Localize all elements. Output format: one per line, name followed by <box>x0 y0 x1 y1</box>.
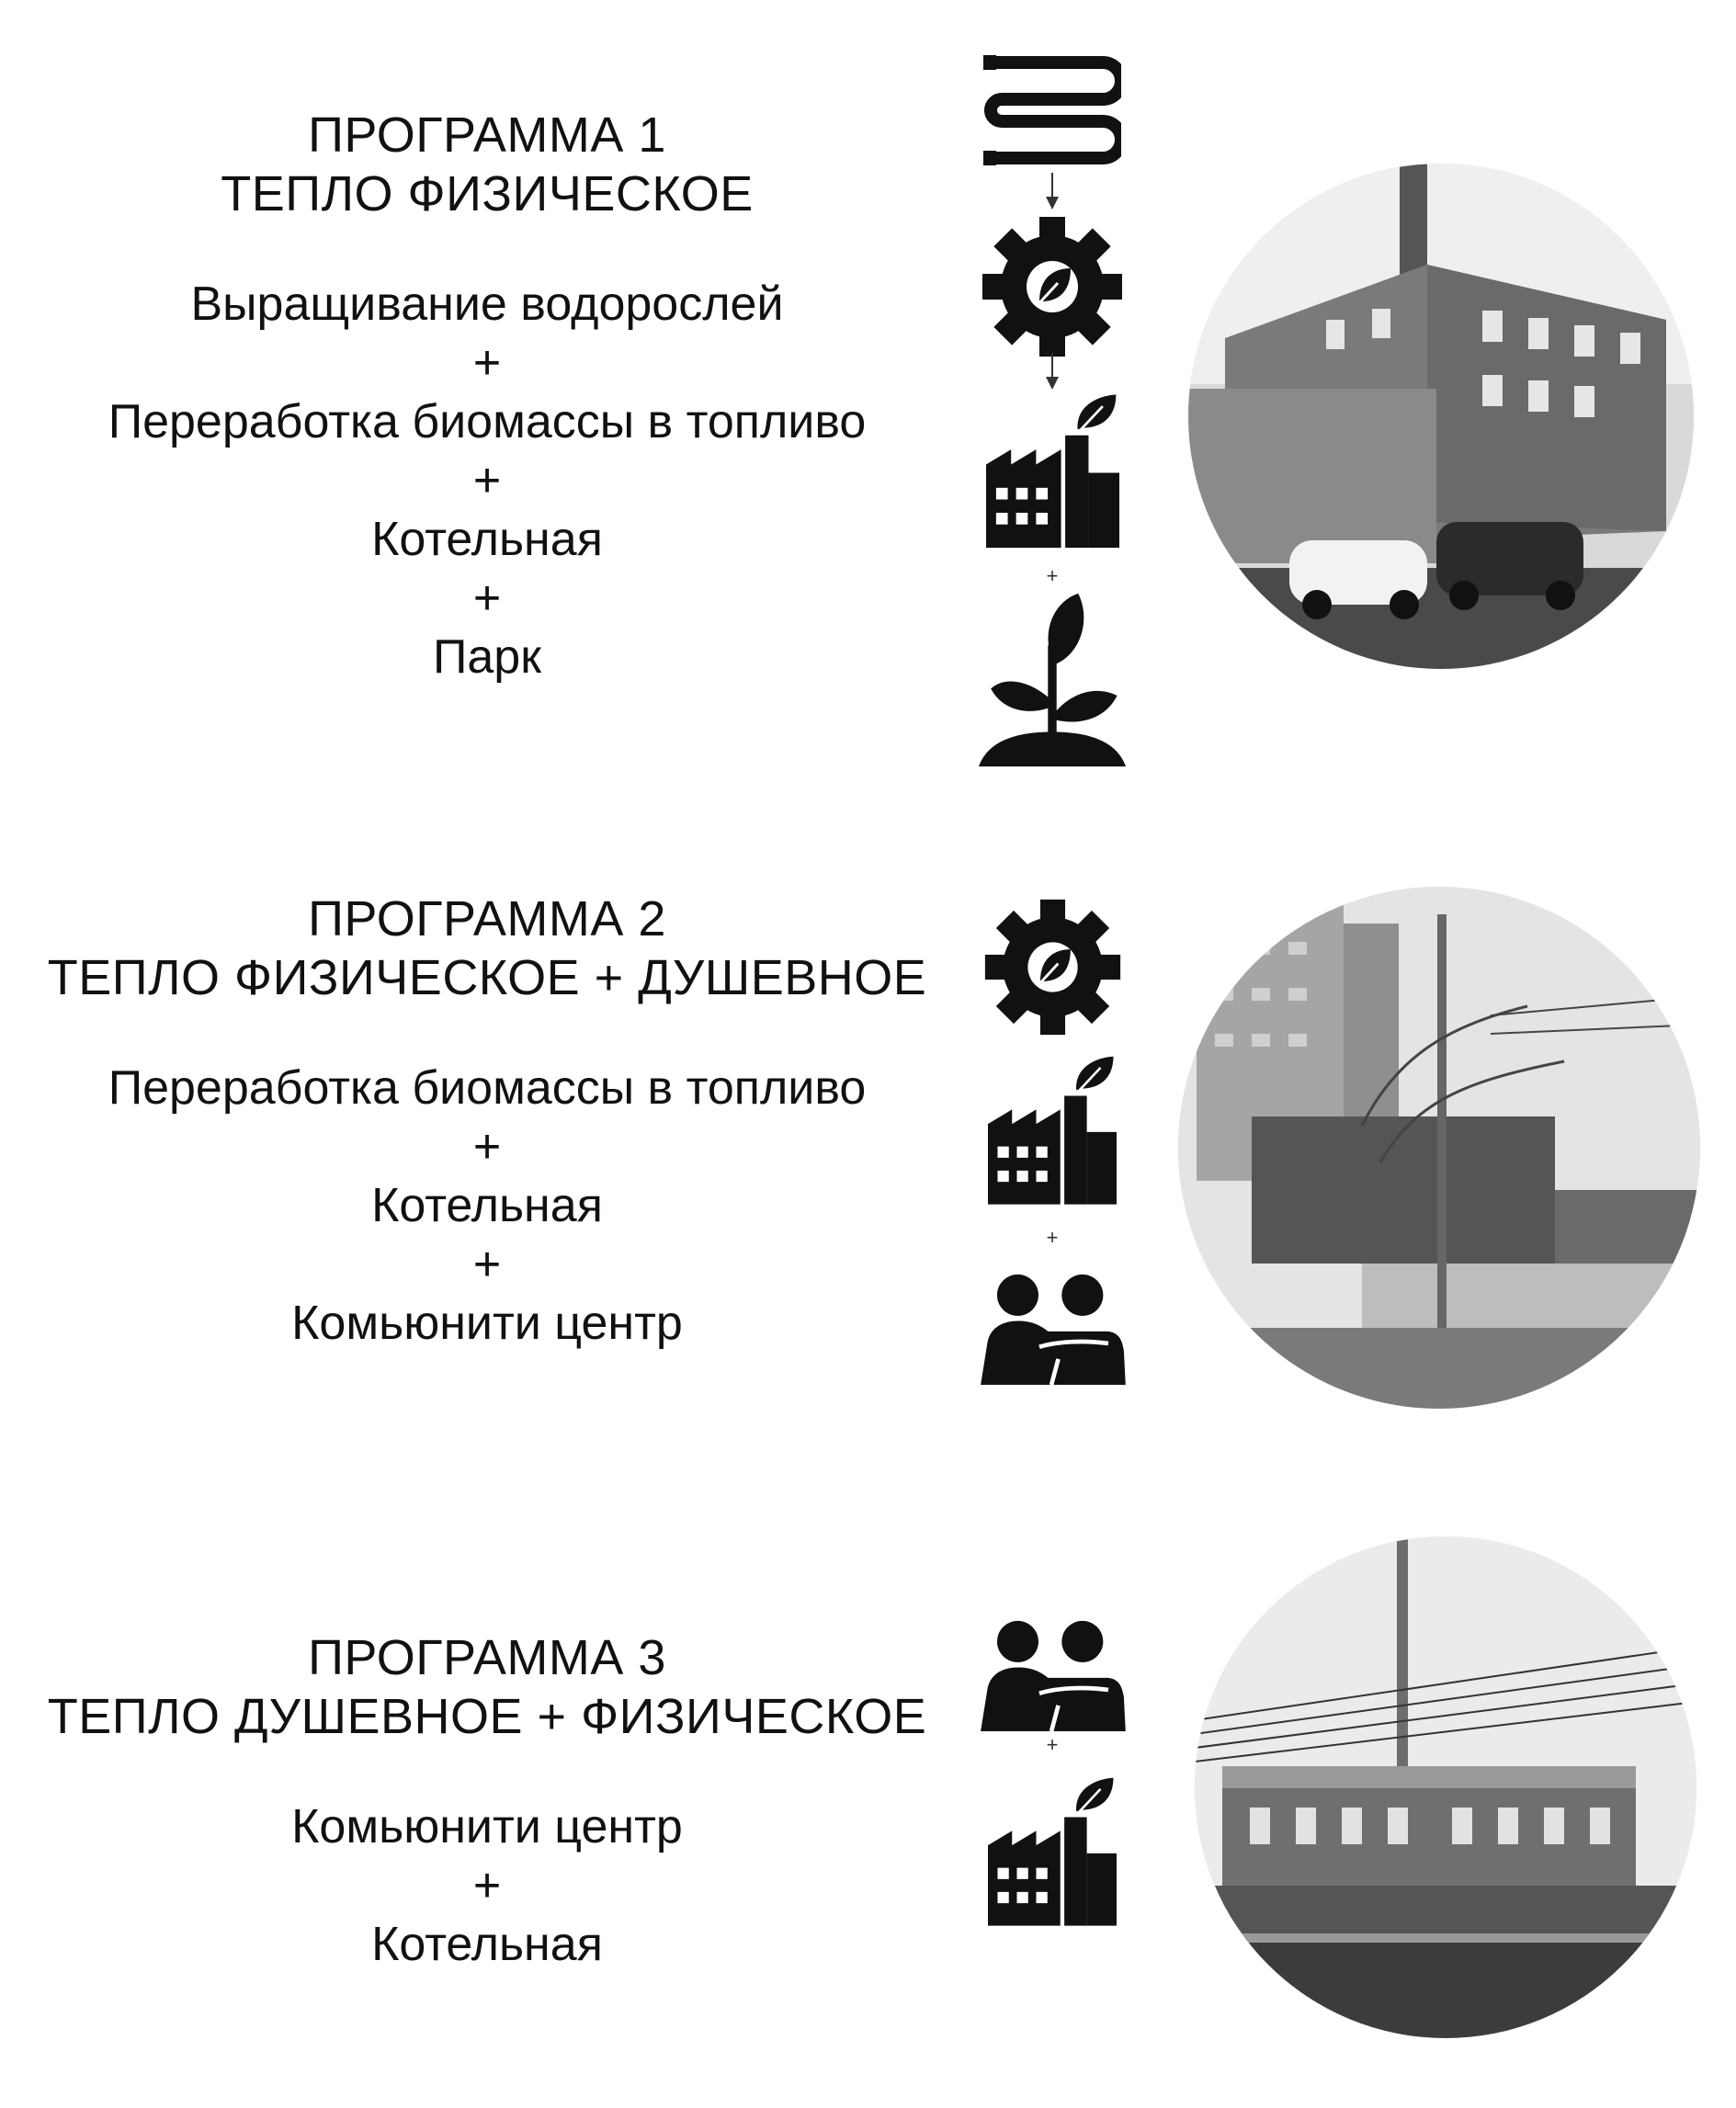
building-photo-2 <box>1178 887 1700 1409</box>
building-photo-3 <box>1195 1536 1696 2038</box>
people-icon <box>974 1273 1130 1385</box>
plus-sign: + <box>472 454 502 507</box>
sprout-icon <box>974 588 1130 772</box>
list-item: Котельная <box>371 1918 603 1971</box>
program-1-list <box>0 275 974 686</box>
people-icon <box>974 1619 1130 1731</box>
program-1-text <box>0 106 974 686</box>
list-item: Переработка биомассы в топливо <box>108 395 867 448</box>
program-3-list <box>0 1797 974 1974</box>
list-item: Котельная <box>371 1179 603 1232</box>
program-2-subtitle: ТЕПЛО ФИЗИЧЕСКОЕ + ДУШЕВНОЕ <box>47 950 927 1005</box>
eco-gear-icon <box>974 213 1130 360</box>
eco-gear-icon <box>974 896 1130 1038</box>
plus-sign: + <box>1046 564 1059 587</box>
building-photo-1 <box>1188 164 1694 669</box>
eco-factory-icon <box>974 1048 1130 1208</box>
program-2-text <box>0 890 974 1353</box>
program-2-title: ПРОГРАММА 2 <box>308 891 666 946</box>
radiator-icon <box>974 55 1130 165</box>
program-3-title: ПРОГРАММА 3 <box>308 1630 666 1685</box>
program-3-subtitle: ТЕПЛО ДУШЕВНОЕ + ФИЗИЧЕСКОЕ <box>47 1689 927 1744</box>
program-2-list <box>0 1059 974 1353</box>
list-item: Переработка биомассы в топливо <box>108 1061 867 1115</box>
program-3-text <box>0 1628 974 1974</box>
plus-sign: + <box>472 336 502 390</box>
arrow-down-icon <box>1043 173 1061 214</box>
plus-sign: + <box>1046 1226 1059 1249</box>
list-item: Комьюнити центр <box>291 1297 683 1350</box>
plus-sign: + <box>472 1238 502 1291</box>
eco-factory-icon <box>974 386 1130 551</box>
eco-factory-icon <box>974 1769 1130 1930</box>
plus-sign: + <box>472 1859 502 1912</box>
plus-sign: + <box>472 1120 502 1173</box>
list-item: Парк <box>433 630 541 684</box>
program-1-subtitle: ТЕПЛО ФИЗИЧЕСКОЕ <box>221 166 754 221</box>
plus-sign: + <box>1046 1733 1059 1756</box>
list-item: Выращивание водорослей <box>190 278 784 331</box>
list-item: Комьюнити центр <box>291 1800 683 1853</box>
list-item: Котельная <box>371 513 603 566</box>
program-1-title: ПРОГРАММА 1 <box>308 108 666 163</box>
plus-sign: + <box>472 572 502 625</box>
